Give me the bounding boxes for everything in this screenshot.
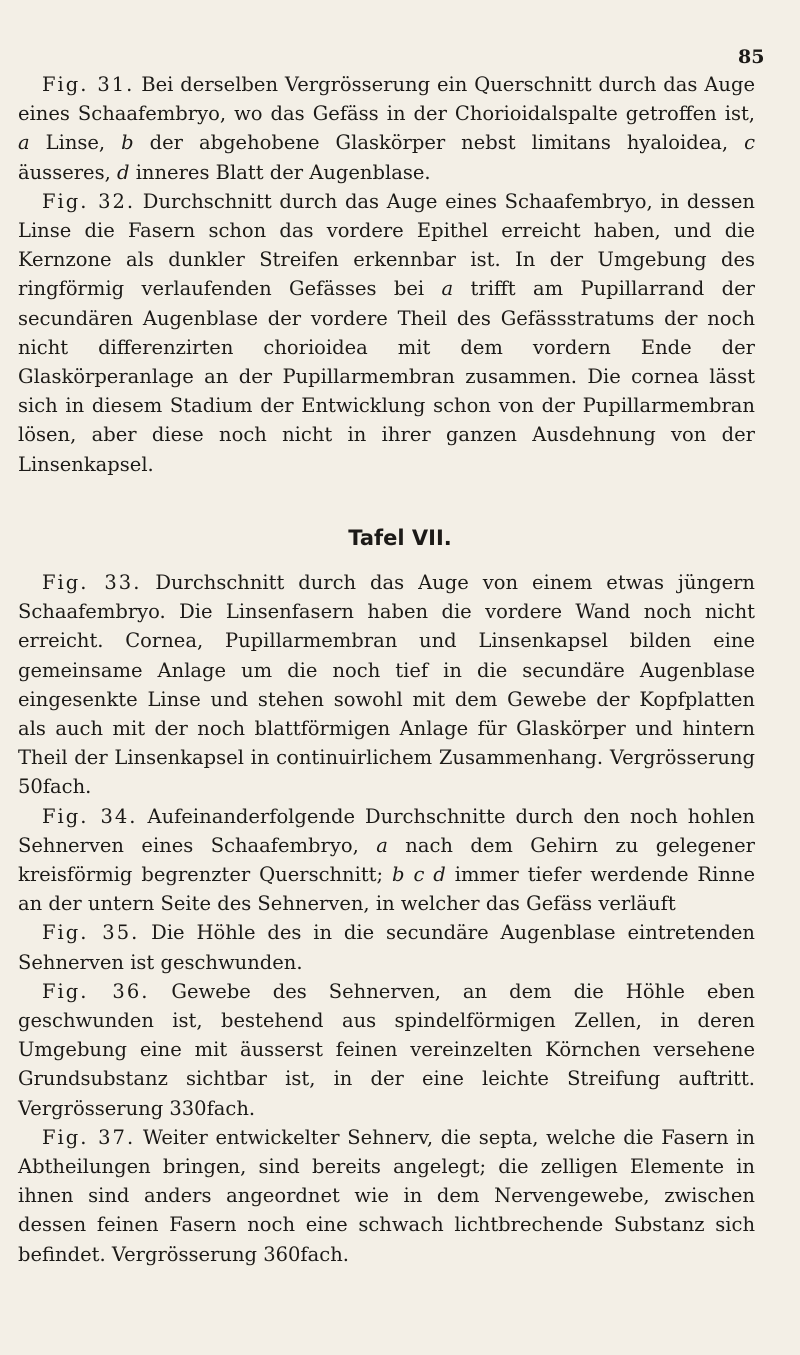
figure-label: Fig. 35.	[42, 921, 140, 945]
caption-text: trifft am Pupillarrand der secundären Augenblase der vordere Theil des Gefässstratums der noch nicht differenzirten chorioidea mit dem vordern Ende der Glaskörperanlage an der Pupillarmembran zusammen. Die cornea lässt sich in diesem Stadium der Entwicklung schon von der Pupillarmembran lösen, aber diese noch nicht in ihrer ganzen Ausdehnung von der Linsenkapsel.	[18, 277, 755, 476]
figure-letter: b	[121, 131, 134, 155]
figure-label: Fig. 36.	[42, 979, 150, 1003]
caption-text: inneres Blatt der Augenblase.	[129, 160, 431, 184]
figure-letter: d	[117, 160, 130, 184]
page-number: 85	[738, 46, 765, 68]
caption-text: immer tiefer werdende Rinne an der untern Seite des Sehnerven, in welcher das Gefäss verläuft	[18, 863, 755, 916]
caption-text: Die Höhle des in die secundäre Augenblase eintretenden Sehnerven ist geschwunden.	[18, 921, 755, 974]
figure-letter: a	[376, 833, 388, 857]
figure-letter: a	[441, 277, 454, 301]
figure-label: Fig. 34.	[42, 804, 138, 828]
figure-label: Fig. 31.	[42, 73, 135, 96]
figure-caption	[18, 918, 755, 976]
figure-caption	[18, 70, 755, 187]
figure-captions-bottom	[18, 568, 755, 1269]
caption-text: Bei derselben Vergrösserung ein Querschnitt durch das Auge eines Schaafembryo, wo das Gefäss in der Chorioidalspalte getroffen ist,	[18, 73, 755, 126]
figure-label: Fig. 33.	[42, 571, 142, 594]
caption-text: Durchschnitt durch das Auge von einem etwas jüngern Schaafembryo. Die Linsenfasern haben die vordere Wand noch nicht erreicht. Cornea, Pupillarmembran und Linsenkapsel bilden eine gemeinsame Anlage um die noch tief in die secundäre Augenblase eingesenkte Linse und stehen sowohl mit dem Gewebe der Kopfplatten als auch mit der noch blattförmigen Anlage für Glaskörper und hintern Theil der Linsenkapsel in continuirlichem Zusammenhang. Vergrösserung 50fach.	[18, 571, 755, 799]
figure-caption	[18, 802, 755, 919]
figure-caption	[18, 187, 755, 479]
figure-caption	[18, 1123, 755, 1269]
caption-text: nach dem Gehirn zu gelegener kreisförmig begrenzter Querschnitt;	[18, 833, 755, 887]
caption-text: Weiter entwickelter Sehnerv, die septa, welche die Fasern in Abtheilungen bringen, sind bereits angelegt; die zelligen Elemente in ihnen sind anders angeordnet wie in dem Nervengewebe, zwischen dessen feinen Fasern noch eine schwach lichtbrechende Substanz sich befindet. Vergrösserung 360fach.	[18, 1125, 755, 1266]
caption-text: Gewebe des Sehnerven, an dem die Höhle eben geschwunden ist, bestehend aus spindelförmigen Zellen, in deren Umgebung eine mit äusserst feinen vereinzelten Körnchen versehene Grundsubstanz sichtbar ist, in der eine leichte Streifung auftritt. Vergrösserung 330fach.	[18, 979, 755, 1120]
caption-text: äusseres,	[18, 160, 118, 184]
figure-caption	[18, 568, 755, 802]
figure-captions-top	[18, 70, 755, 479]
plate-heading: Tafel VII.	[348, 526, 452, 550]
figure-letter: c	[744, 131, 756, 155]
figure-letter: a	[18, 131, 30, 155]
caption-text: der abgehobene Glaskörper nebst limitans hyaloidea,	[133, 131, 745, 155]
caption-text: Linse,	[29, 131, 122, 155]
figure-label: Fig. 32.	[42, 189, 136, 213]
figure-label: Fig. 37.	[42, 1125, 136, 1149]
figure-caption	[18, 977, 755, 1123]
figure-letter: b c d	[392, 863, 446, 887]
caption-text: Durchschnitt durch das Auge eines Schaafembryo, in dessen Linse die Fasern schon das vordere Epithel erreicht haben, und die Kernzone als dunkler Streifen erkennbar ist. In der Umgebung des ringförmig verlaufenden Gefässes bei	[18, 189, 755, 301]
caption-text: Aufeinanderfolgende Durchschnitte durch den noch hohlen Sehnerven eines Schaafembryo,	[18, 804, 755, 857]
